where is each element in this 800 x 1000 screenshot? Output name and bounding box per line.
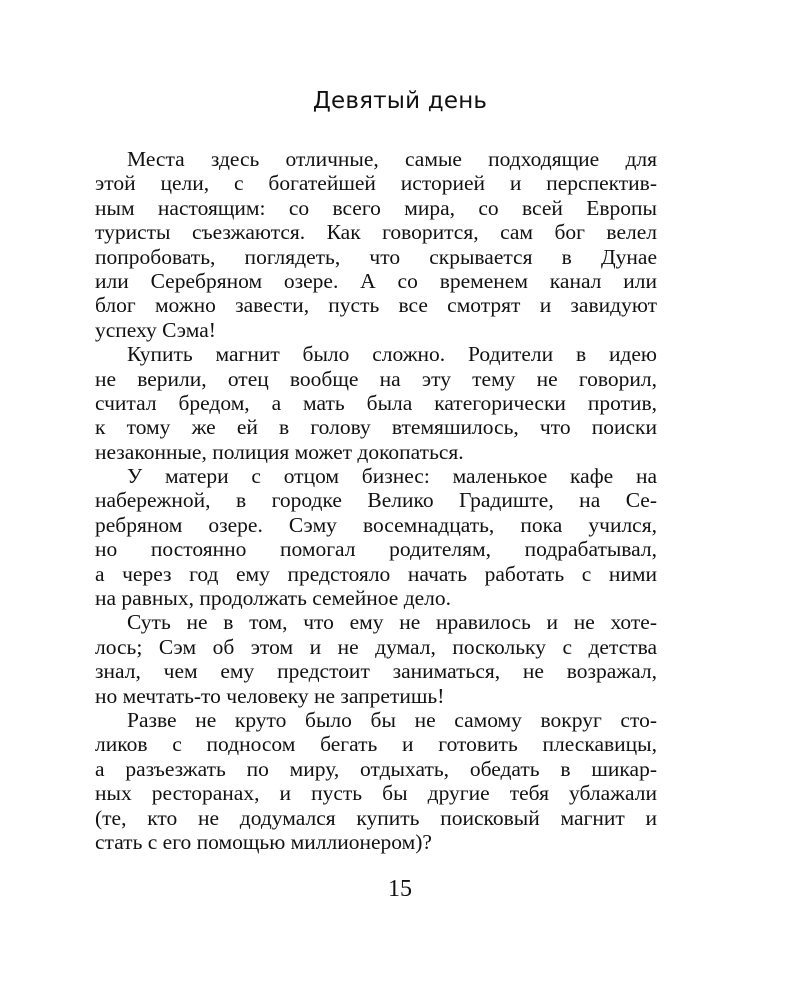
page-number: 15 (388, 876, 412, 902)
text-line: стать с его помощью миллионером)? (95, 829, 432, 854)
paragraph (95, 708, 657, 854)
text-line: но постоянно помогал родителям, подрабатывал, (95, 537, 657, 562)
text-line: набережной, в городке Велико Градиште, на Се- (95, 488, 657, 513)
text-line: знал, чем ему предстоит заниматься, не возражал, (95, 659, 657, 684)
paragraph (95, 342, 657, 464)
text-line: не верили, отец вообще на эту тему не говорил, (95, 366, 657, 391)
body-text (95, 147, 657, 854)
chapter-title: Девятый день (312, 88, 488, 114)
text-line: или Серебряном озере. А со временем канал или (95, 268, 657, 293)
text-line: но мечтать-то человеку не запретишь! (95, 683, 445, 708)
text-line: (те, кто не додумался купить поисковый магнит и (95, 805, 657, 830)
text-line: блог можно завести, пусть все смотрят и завидуют (95, 293, 657, 318)
text-line: считал бредом, а мать была категорически против, (95, 390, 657, 415)
text-line: а через год ему предстояло начать работать с ними (95, 561, 657, 586)
text-line: Разве не круто было бы не самому вокруг сто- (127, 707, 657, 732)
text-line: ным настоящим: со всего мира, со всей Европы (95, 195, 657, 220)
text-line: У матери с отцом бизнес: маленькое кафе на (127, 464, 657, 489)
text-line: Купить магнит было сложно. Родители в идею (127, 342, 657, 367)
text-line: успеху Сэма! (95, 317, 216, 342)
text-line: туристы съезжаются. Как говорится, сам бог велел (95, 220, 657, 245)
text-line: ребряном озере. Сэму восемнадцать, пока учился, (95, 512, 657, 537)
text-line: попробовать, поглядеть, что скрывается в Дунае (95, 244, 657, 269)
text-line: а разъезжать по миру, отдыхать, обедать в шикар- (95, 756, 657, 781)
paragraph (95, 610, 657, 708)
text-line: незаконные, полиция может докопаться. (95, 439, 464, 464)
text-line: лось; Сэм об этом и не думал, поскольку с детства (95, 634, 657, 659)
text-line: к тому же ей в голову втемяшилось, что поиски (95, 415, 657, 440)
text-line: ных ресторанах, и пусть бы другие тебя ублажали (95, 781, 657, 806)
text-line: Места здесь отличные, самые подходящие для (127, 147, 657, 171)
text-line: на равных, продолжать семейное дело. (95, 586, 452, 611)
text-line: этой цели, с богатейшей историей и перспектив- (95, 171, 657, 196)
text-line: Суть не в том, что ему не нравилось и не хоте- (127, 610, 657, 635)
text-line: ликов с подносом бегать и готовить плескавицы, (95, 732, 657, 757)
paragraph (95, 147, 657, 342)
paragraph (95, 464, 657, 610)
